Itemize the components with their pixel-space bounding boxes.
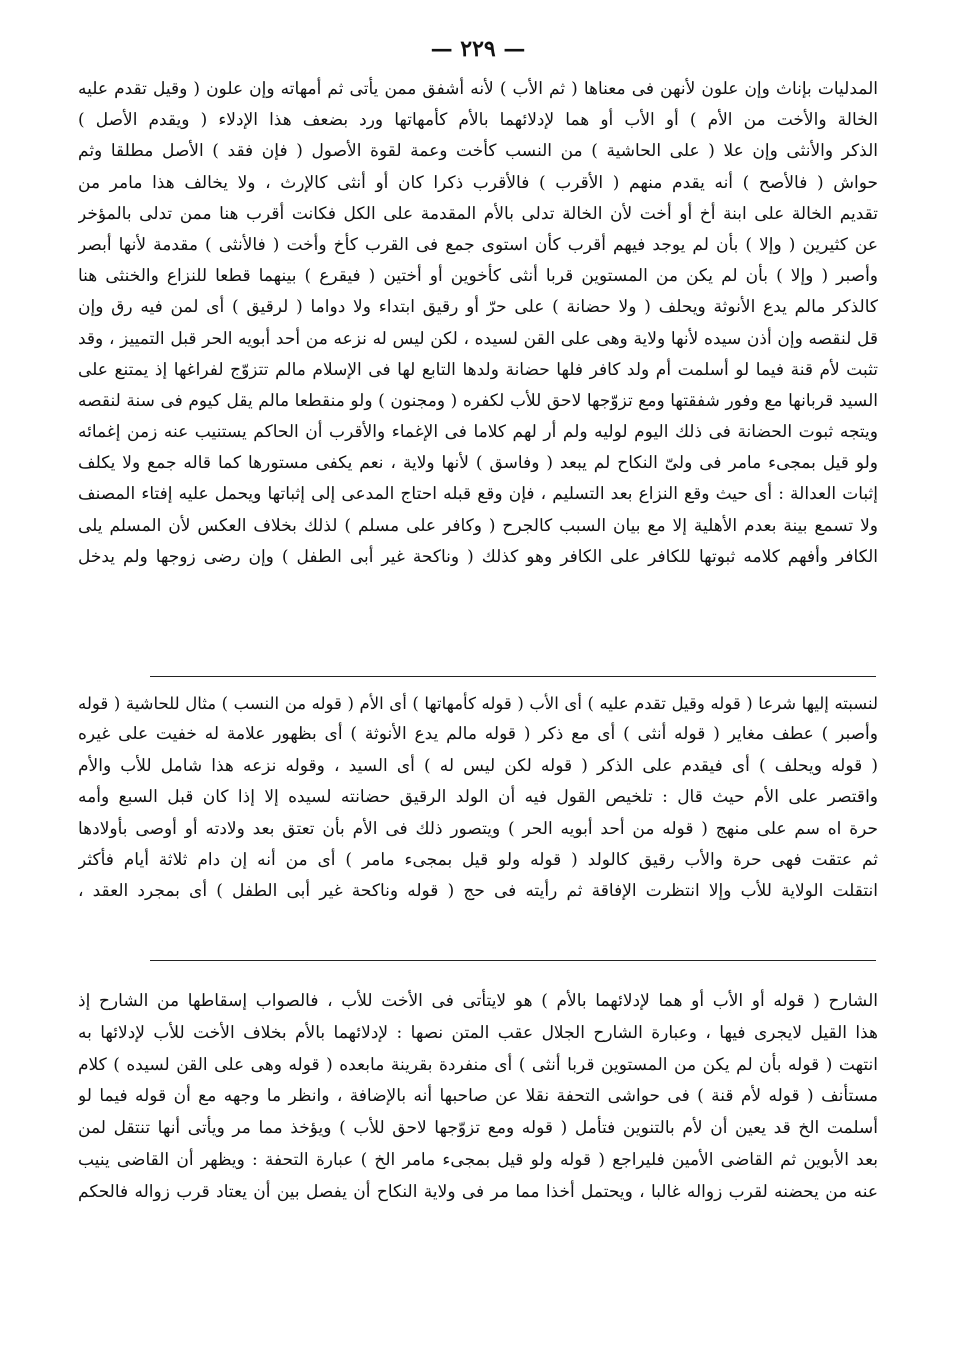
main-text-line: عن كثيرين ( وإلا ) بأن لم يوجد فيهم أقرب كأن استوى جمع فى القرب كأخ وأخت ( فالأنثى ) مقدمة لأنها أبصر bbox=[78, 234, 878, 255]
main-text-line: ولا تسمع بينة بعدم الأهلية إلا مع بيان السبب كالجرح ( وكافر على مسلم ) لذلك بخلاف العكس لأن المسلم يلى bbox=[78, 515, 878, 536]
commentary-line: الشارح ( قوله أو الأب أو هما لإدلائهما بالأم ) هو لايتأتى فى الأخت للأب ، فالصواب إسقاطها من الشارح إذ bbox=[78, 991, 878, 1011]
main-text-line: الذكر والأنثى وإن علا ( على الحاشية ) من النسب كأخت وعمة لقوة الأصول ( فإن فقد ) الأصل مطلقا وثم bbox=[78, 141, 878, 162]
section-divider bbox=[150, 960, 876, 961]
commentary-line: انتقلت الولاية للأب وإلا انتظرت الإفاقة ثم رأيته فى حج ( قوله وناكحة غير أبى الطفل ) أى بمجرد العقد ، bbox=[78, 881, 878, 902]
commentary-line: لنسبته إليها شرعا ( قوله وقيل تقدم عليه ) أى الأب ( قوله كأمهاتها ) أى الأم ( قوله من النسب ) مثال للحاشية ( قوله bbox=[78, 694, 878, 713]
main-text-line: الخالة والأخت من الأم ) أو الأب أو هما لإدلائهما بالأم كأمهاتها ورد بضعف هذا الإدلاء ( ويقدم الأصل ) bbox=[78, 110, 878, 131]
commentary-line: مستأنف ( قوله لأم قنة ) فى حواشى التحفة نقلا عن صاحبها أنه بالإضافة ، وانظر ما وجهه مع أن قوله فيما لو bbox=[78, 1086, 878, 1107]
main-text-line: تقديم الخالة على ابنة أخ أو أخت لأن الخالة تدلى بالأم المقدمة على الكل فكانت أقرب هنا ممن تدلى بالمؤخر bbox=[78, 203, 878, 224]
commentary-line: هذا القيل لايجرى فيها ، وعبارة الشارح الجلال عقب المتن نصها : لإدلائهما بالأم بخلاف الأخت للأب لإدلائها به bbox=[78, 1022, 878, 1043]
main-text-line: ويتجه ثبوت الحضانة فى ذلك اليوم لوليه ولم أر لهم كلاما فى الإغماء والأقرب أن الحاكم يستنيب عنه زمن إغمائه bbox=[78, 422, 878, 443]
main-text-line: وأصبر ( وإلا ) بأن لم يكن من المستوين قربا أنثى كأخوين أو أختين ( فيقرع ) بينهما قطعا للنزاع والخنثى هنا bbox=[78, 266, 878, 287]
main-text bbox=[78, 74, 878, 573]
commentary-line: حرة اه سم على منهج ( قوله من أحد أبويه الحر ) ويتصور ذلك فى الأم بأن تعتق بعد ولادته أو أوصى بأولادها bbox=[78, 818, 878, 839]
main-text-line: الكافر وأفهم كلامه ثبوتها للكافر على الكافر وهو كذلك ( وناكحة غير أبى الطفل ) وإن رضى زوجها ولم يدخل bbox=[78, 546, 878, 567]
main-text-line: السيد قربانها مع وفور شفقتها ومع تزوّجها لاحق للأب لكفره ( ومجنون ) ولو منقطعا مالم يقل كيوم فى سنة لنقصه bbox=[78, 390, 878, 411]
main-text-line: ولو قيل بمجىء مامر فى ولىّ النكاح لم يبعد ( وفاسق ) لأنها ولاية ، نعم يكفى مستورها كما قاله جمع ولا يكلف bbox=[78, 453, 878, 474]
commentary-line: واقتصر على الأم حيث قال : تلخيص القول فيه أن الولد الرقيق حضانته لسيده إلا إذا كان قبل السبع وأمه bbox=[78, 787, 878, 808]
main-text-line: حواش ( فالأصح ) أنه يقدم منهم ( الأقرب ) فالأقرب ذكرا كان أو أنثى كالإرث ، ولا يخالف هذا مامر من bbox=[78, 172, 878, 193]
commentary-notes-second bbox=[78, 986, 878, 1209]
commentary-line: ( قوله ويحلف ) أى فيقدم على الذكر ( قوله لكن ليس له ) أى السيد ، وقوله نزعه هذا شامل للأب والأم bbox=[78, 755, 878, 776]
main-text-line: كالذكر مالم يدع الأنوثة ويحلف ( ولا حضانة ) على حرّ أو رقيق ابتداء ولا دواما ( لرقيق ) أى لمن فيه رق وإن bbox=[78, 297, 878, 318]
main-text-line: تثبت لأم قنة فيما لو أسلمت أم ولد كافر فلها حضانة ولدها التابع لها فى الإسلام مالم تتزوّج لفراغها إذ يمتنع على bbox=[78, 359, 878, 380]
page-number: — ٢٢٩ — bbox=[430, 36, 526, 62]
main-text-line: قل لنقصه وإن أذن سيده لأنها ولاية وهى على القن لسيده ، لكن ليس له نزعه من أحد أبويه الحر قبل التمييز ، وقد bbox=[78, 328, 878, 349]
commentary-line: بعد الأبوين ثم القاضى الأمين فليراجع ( قوله ولو قيل بمجىء مامر الخ ) عبارة التحفة : ويظهر أن القاضى ينيب bbox=[78, 1149, 878, 1170]
commentary-notes-first bbox=[78, 688, 878, 908]
commentary-line: ثم عتقت فهى حرة والأب رقيق كالولد ( قوله ولو قيل بمجىء مامر ) أى من أنه إن دام ثلاثة أيام فأكثر bbox=[78, 849, 878, 870]
section-divider bbox=[150, 676, 876, 677]
commentary-line: انتهت ( قوله بأن لم يكن من المستوين قربا أنثى ) أى منفردة بقرينة مابعده ( قوله وهى على القن لسيده ) كلام bbox=[78, 1054, 878, 1075]
commentary-line: وأصبر ) عطف مغاير ( قوله أنثى ) أى مع ذكر ( قوله مالم يدع الأنوثة ) أى بظهور علامة له خفيت على غيره bbox=[78, 724, 878, 745]
main-text-line: إثبات العدالة : أى حيث وقع النزاع بعد التسليم ، فإن وقع قبله احتاج المدعى إلى إثباتها ويحمل عليه إفتاء المصنف bbox=[78, 484, 878, 505]
main-text-line: المدليات بإناث وإن علون لأنهن فى معناها ( ثم الأب ) لأنه أشفق ممن يأتى ثم أمهاته وإن علون ( وقيل تقدم عليه bbox=[78, 79, 878, 99]
commentary-line: عنه من يحضنه لقرب زواله غالبا ، ويحتمل أخذا مما مر فى ولاية النكاح أن يفصل بين أن يعتاد قرب زواله فالحكم bbox=[78, 1181, 878, 1202]
commentary-line: أسلمت الخ قد يعين أن لأم بالتنوين فتأمل ( قوله ومع تزوّجها لاحق للأب ) ويؤخذ مما مر ويأتى أنها تنتقل لمن bbox=[78, 1118, 878, 1139]
